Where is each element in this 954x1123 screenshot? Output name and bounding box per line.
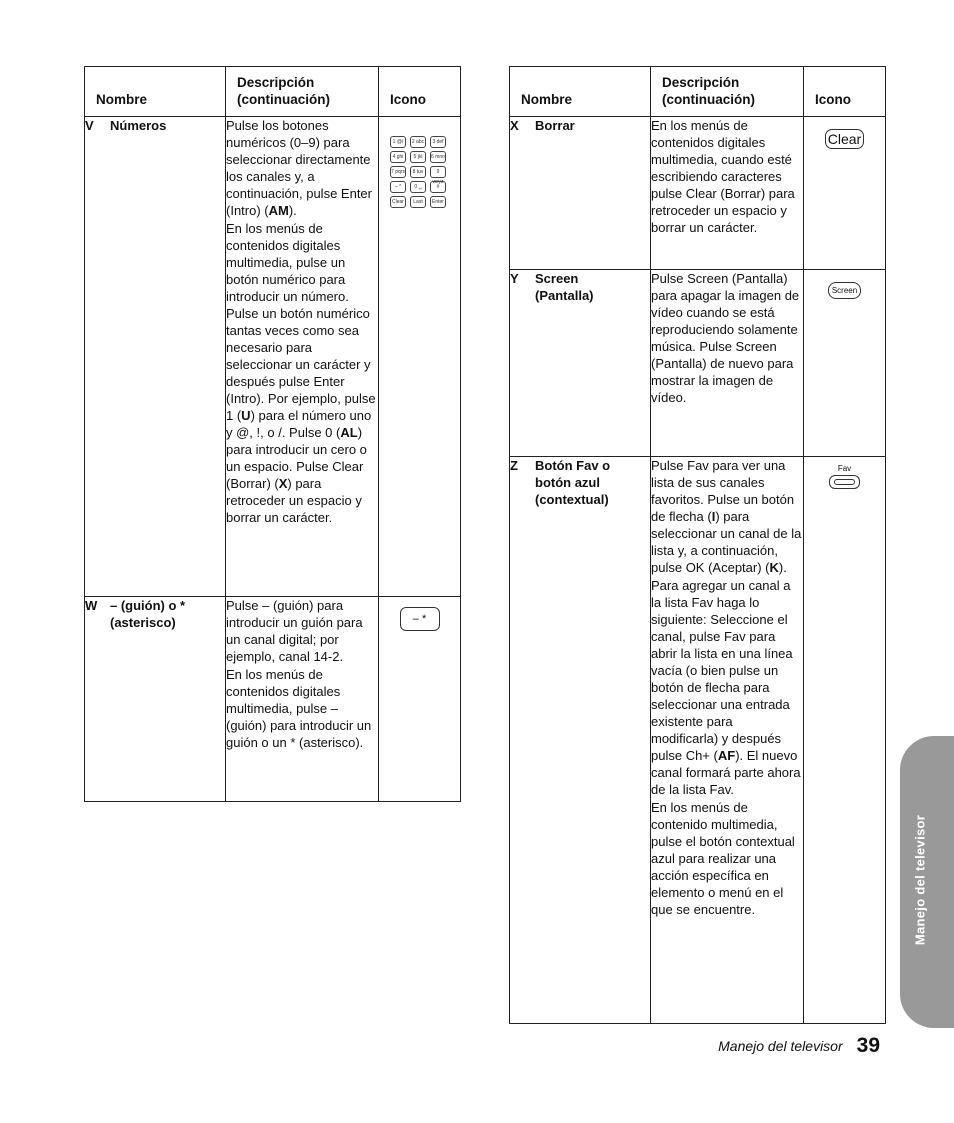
fav-label: Fav	[837, 464, 852, 473]
row-description	[651, 457, 804, 1024]
clear-button-icon: Clear	[825, 129, 864, 149]
keypad-key: #	[430, 181, 446, 193]
row-description	[226, 117, 379, 597]
desc-paragraph: En los menús de contenido multimedia, pulse el botón contextual azul para realizar una acción específica en elemento o menú en el que se encuentre.	[651, 800, 795, 917]
desc-paragraph: Pulse los botones numéricos (0–9) para seleccionar directamente los canales y, a continuación, pulse Enter (Intro) (AM).	[226, 118, 372, 218]
keypad-key: 5 jkl	[410, 151, 426, 163]
keypad-key: 9 wxyz	[430, 166, 446, 178]
keypad-key: Enter	[430, 196, 446, 208]
desc-paragraph: En los menús de contenidos digitales multimedia, pulse un botón numérico para introducir un número. Pulse un botón numérico tantas veces como sea necesario para seleccionar un carácter y después pulse Enter (Intro). Por ejemplo, pulse 1 (U) para el número uno y @, !, o /. Pulse 0 (AL) para introducir un cero o un espacio. Pulse Clear (Borrar) (X) para retroceder un espacio y borrar un carácter.	[226, 221, 376, 525]
table-row	[85, 597, 461, 802]
row-name: – (guión) o * (asterisco)	[110, 598, 186, 630]
row-description	[651, 117, 804, 270]
header-row	[85, 67, 461, 117]
keypad-key: 1 @/	[390, 136, 406, 148]
row-letter: V	[85, 118, 94, 133]
keypad-key: 3 def	[430, 136, 446, 148]
row-icon-cell	[379, 597, 461, 802]
row-icon-cell	[804, 270, 886, 457]
keypad-key: 7 pqrs	[390, 166, 406, 178]
keypad-key: Last	[410, 196, 426, 208]
keypad-key: – *	[390, 181, 406, 193]
row-description	[226, 597, 379, 802]
row-name: Screen (Pantalla)	[535, 271, 594, 303]
row-name-cell	[510, 457, 651, 1024]
row-name-cell	[85, 597, 226, 802]
row-letter: Y	[510, 271, 519, 286]
table-row	[510, 270, 886, 457]
desc-paragraph: Pulse – (guión) para introducir un guión para un canal digital; por ejemplo, canal 14-2.	[226, 598, 363, 664]
header-icon: Icono	[379, 67, 461, 117]
dash-button-icon: – *	[400, 607, 440, 631]
row-icon-cell	[379, 117, 461, 597]
row-description	[651, 270, 804, 457]
fav-button-icon	[804, 464, 885, 489]
header-description: Descripción (continuación)	[651, 67, 804, 117]
screen-button-icon: Screen	[828, 282, 861, 299]
header-name: Nombre	[510, 67, 651, 117]
desc-paragraph: En los menús de contenidos digitales multimedia, cuando esté escribiendo caracteres pulse Clear (Borrar) para retroceder un espacio y borrar un carácter.	[651, 118, 795, 235]
keypad-key: 2 abc	[410, 136, 426, 148]
keypad-key: Clear	[390, 196, 406, 208]
table-row	[510, 117, 886, 270]
keypad-key: 8 tuv	[410, 166, 426, 178]
left-table	[84, 66, 461, 802]
table-row	[85, 117, 461, 597]
page-footer	[718, 1034, 880, 1058]
row-name-cell	[510, 270, 651, 457]
footer-title: Manejo del televisor	[718, 1038, 843, 1054]
row-name-cell	[510, 117, 651, 270]
table-row	[510, 457, 886, 1024]
row-icon-cell	[804, 117, 886, 270]
header-description: Descripción (continuación)	[226, 67, 379, 117]
row-name: Botón Fav o botón azul (contextual)	[535, 458, 611, 507]
row-name: Borrar	[535, 118, 575, 133]
header-icon: Icono	[804, 67, 886, 117]
row-letter: X	[510, 118, 519, 133]
keypad-key: 0 ␣	[410, 181, 426, 193]
page-number: 39	[856, 1034, 880, 1057]
row-letter: Z	[510, 458, 518, 473]
header-row	[510, 67, 886, 117]
row-letter: W	[85, 598, 98, 613]
desc-paragraph: Pulse Screen (Pantalla) para apagar la imagen de vídeo cuando se está reproduciendo solamente música. Pulse Screen (Pantalla) de nuevo para mostrar la imagen de vídeo.	[651, 271, 800, 405]
keypad-key: 4 ghi	[390, 151, 406, 163]
row-name-cell	[85, 117, 226, 597]
fav-button-shape	[829, 475, 860, 489]
keypad-key: 6 mno	[430, 151, 446, 163]
desc-paragraph: En los menús de contenidos digitales multimedia, pulse – (guión) para introducir un guión o un * (asterisco).	[226, 667, 372, 750]
keypad-icon	[390, 136, 460, 208]
right-table	[509, 66, 886, 1024]
desc-paragraph: Pulse Fav para ver una lista de sus canales favoritos. Pulse un botón de flecha (I) para seleccionar un canal de la lista y, a continuación, pulse OK (Aceptar) (K).	[651, 458, 802, 575]
row-icon-cell	[804, 457, 886, 1024]
desc-paragraph: Para agregar un canal a la lista Fav haga lo siguiente: Seleccione el canal, pulse Fav para abrir la lista en una línea vacía (o bien pulse un botón de flecha para seleccionar una entrada existente para modificarla) y después pulse Ch+ (AF). El nuevo canal formará parte ahora de la lista Fav.	[651, 578, 801, 797]
header-name: Nombre	[85, 67, 226, 117]
row-name: Números	[110, 118, 167, 133]
